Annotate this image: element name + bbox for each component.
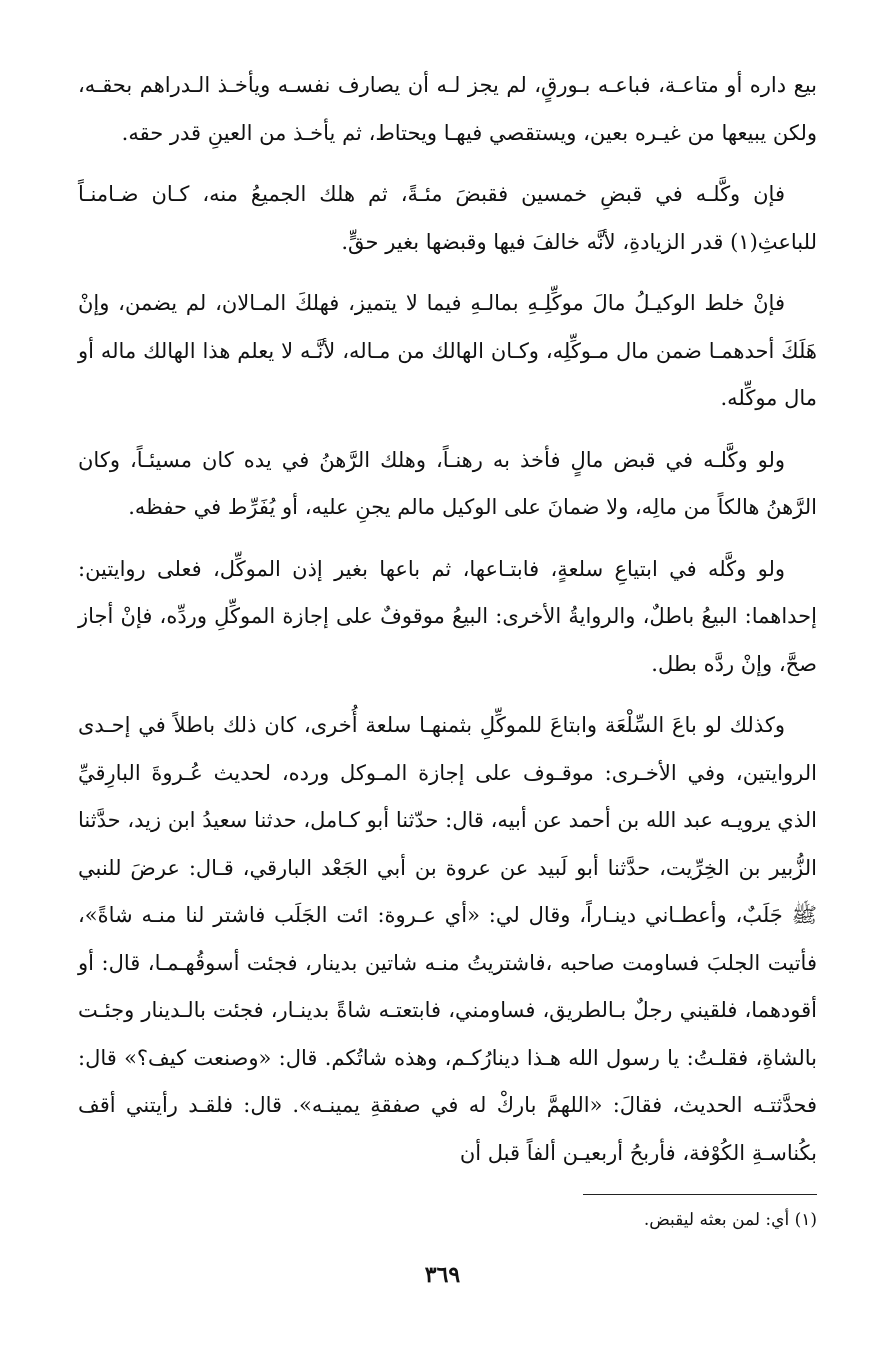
paragraph-4: ولو وكَّلـه في قبض مالٍ فأخذ به رهنـاً، وهلك الرَّهنُ في يده كان مسيئـاً، وكان الرَّهنُ هالكاً من مالِه، ولا ضمانَ على الوكيل مالم يجنِ عليه، أو يُفَرِّط في حفظه.	[78, 447, 817, 519]
main-text	[78, 62, 817, 1191]
paragraph-6: وكذلك لو باعَ السِّلْعَة وابتاعَ للموكِّلِ بثمنهـا سلعة أُخرى، كان ذلك باطلاً في إحـدى الروايتين، وفي الأخـرى: موقـوف على إجازة المـوكل ورده، لحديث عُـروةَ البارِقيِّ الذي يرويـه عبد الله بن أحمد عن أبيه، قال: حدّثنا أبو كـامل، حدثنا سعيدُ ابن زيد، حدَّثنا الزُّبير بن الخِرِّيت، حدَّثنا أبو لَبيد عن عروة بن أبي الجَعْد البارقي، قـال: عرضَ للنبي ﷺ جَلَبٌ، وأعطـاني دينـاراً، وقال لي: «أي عـروة: ائت الجَلَب فاشتر لنا منـه شاةً»، فأتيت الجلبَ فساومت صاحبه ،فاشتريتُ منـه شاتين بدينار، فجئت أسوقُهـمـا، قال: أو أقودهما، فلقيني رجلٌ بـالطريق، فساومني، فابتعتـه شاةً بدينـار، فجئت بالـدينار وجئـت بالشاةِ، فقلـتُ: يا رسول الله هـذا دينارُكـم، وهذه شاتُكم. قال: «وصنعت كيف؟» قال: فحدَّثتـه الحديث، فقالَ: «اللهمَّ باركْ له في صفقةِ يمينـه». قال: فلقـد رأيتني أقف بكُناسـةِ الكُوْفة، فأربحُ أربعيـن ألفاً قبل أن	[78, 713, 817, 1165]
paragraph-5: ولو وكَّله في ابتياعِ سلعةٍ، فابتـاعها، ثم باعها بغير إذن الموكِّل، فعلى روايتين: إحداهما: البيعُ باطلٌ، والروايةُ الأخرى: البيعُ موقوفٌ على إجازة الموكِّلِ وردِّه، فإنْ أجاز صحَّ، وإنْ ردَّه بطل.	[78, 556, 817, 676]
footnote-divider	[583, 1194, 817, 1195]
paragraph-2: فإن وكَّلـه في قبضِ خمسين فقبضَ مئـةً، ثم هلك الجميعُ منه، كـان ضـامنـاً للباعثِ(١) قدر الزيادةِ، لأنَّه خالفَ فيها وقبضها بغير حقٍّ.	[78, 182, 817, 254]
paragraph-1: بيع داره أو متاعـة، فباعـه بـورقٍ، لم يجز لـه أن يصارف نفسـه ويأخـذ الـدراهم بحقـه، ولكن يبيعها من غيـره بعين، ويستقصي فيهـا ويحتاط، ثم يأخـذ من العينِ قدر حقه.	[78, 73, 817, 145]
page-number: ٣٦٩	[424, 1262, 461, 1288]
paragraph-3: فإنْ خلط الوكيـلُ مالَ موكِّلِـهِ بمالـهِ فيما لا يتميز، فهلكَ المـالان، لم يضمن، وإنْ هَلَكَ أحدهمـا ضمن مال مـوكِّلِه، وكـان الهالك من مـاله، لأنَّـه لا يعلم هذا الهالك ماله أو مال موكِّله.	[78, 291, 817, 410]
footnote: (١) أي: لمن بعثه ليقبض.	[643, 1210, 817, 1230]
